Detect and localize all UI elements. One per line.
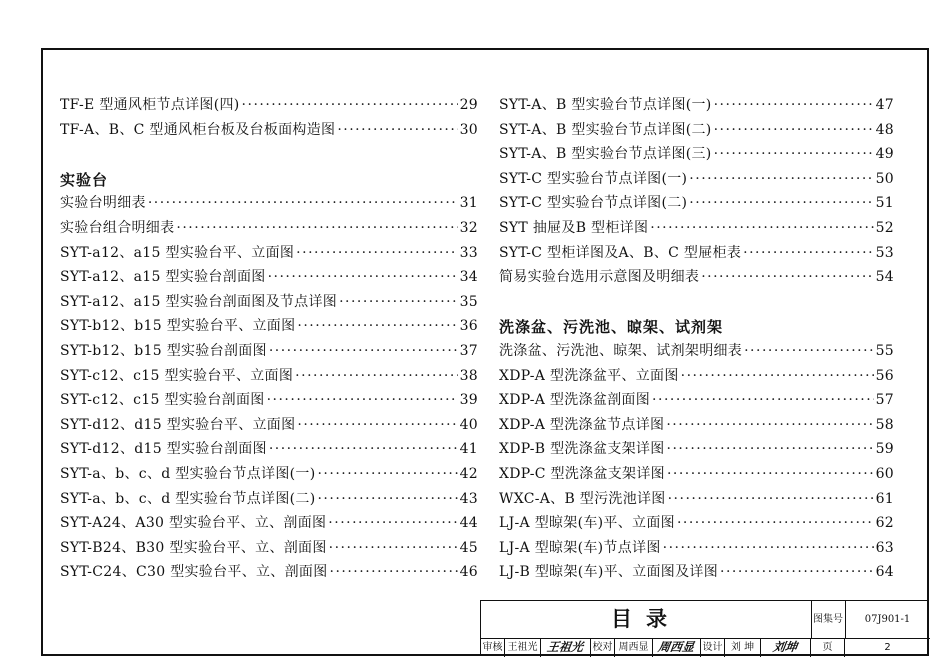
toc-row[interactable] [499, 438, 894, 463]
toc-page: 31 [459, 195, 478, 212]
check-name: 周西显 [615, 638, 653, 657]
toc-row[interactable] [499, 537, 894, 562]
toc-title: WXC-A、B 型污洗池详图 [499, 490, 666, 507]
toc-row[interactable] [60, 217, 478, 242]
toc-page: 32 [459, 219, 478, 236]
toc-row[interactable] [60, 266, 478, 291]
toc-row[interactable] [60, 192, 478, 217]
design-label: 设计 [701, 638, 725, 657]
toc-page: 60 [875, 465, 894, 482]
toc-page: 46 [459, 564, 478, 581]
toc-row[interactable] [499, 143, 894, 168]
toc-row[interactable] [60, 119, 478, 144]
leader-dots [668, 491, 874, 507]
toc-page: 55 [875, 342, 894, 359]
toc-title: XDP-A 型洗涤盆剖面图 [499, 392, 651, 409]
toc-page: 54 [875, 269, 894, 286]
toc-title: 实验台组合明细表 [60, 219, 175, 236]
leader-dots [650, 220, 873, 236]
toc-title: SYT-a、b、c、d 型实验台节点详图(一) [60, 465, 316, 482]
toc-row[interactable] [499, 168, 894, 193]
toc-left-column [60, 94, 478, 586]
toc-title: SYT-a12、a15 型实验台平、立面图 [60, 244, 295, 261]
toc-page: 43 [459, 490, 478, 507]
toc-title: XDP-B 型洗涤盆支架详图 [499, 441, 665, 458]
toc-title: SYT-b12、b15 型实验台剖面图 [60, 342, 267, 359]
leader-dots [295, 368, 457, 384]
leader-dots [296, 245, 457, 261]
toc-row[interactable] [60, 389, 478, 414]
leader-dots [743, 245, 873, 261]
toc-row[interactable] [499, 119, 894, 144]
toc-row[interactable] [60, 242, 478, 267]
leader-dots [667, 441, 874, 457]
toc-row[interactable] [499, 389, 894, 414]
drawing-title: 目录 [481, 601, 812, 639]
leader-dots [269, 343, 458, 359]
spacer [499, 291, 894, 316]
toc-title: LJ-A 型晾架(车)平、立面图 [499, 515, 675, 532]
toc-title: TF-E 型通风柜节点详图(四) [60, 97, 240, 113]
toc-title: SYT-C 型柜详图及A、B、C 型屉柜表 [499, 244, 742, 261]
leader-dots [337, 122, 457, 138]
toc-row[interactable] [60, 561, 478, 586]
check-signature: 周西显 [653, 638, 701, 657]
toc-page: 62 [875, 515, 894, 532]
toc-row[interactable] [60, 512, 478, 537]
toc-title: SYT-a12、a15 型实验台剖面图 [60, 269, 266, 286]
toc-title: 洗涤盆、污洗池、晾架、试剂架明细表 [499, 342, 743, 359]
leader-dots [744, 343, 873, 359]
toc-page: 38 [459, 367, 478, 384]
toc-row[interactable] [499, 463, 894, 488]
atlas-number-label: 图集号 [811, 601, 846, 639]
toc-title: SYT-d12、d15 型实验台平、立面图 [60, 416, 296, 433]
toc-title: SYT-c12、c15 型实验台剖面图 [60, 392, 265, 409]
leader-dots [176, 220, 457, 236]
toc-page: 42 [459, 465, 478, 482]
toc-title: SYT-d12、d15 型实验台剖面图 [60, 441, 267, 458]
toc-row[interactable] [60, 340, 478, 365]
toc-page: 56 [875, 367, 894, 384]
review-name: 王祖光 [505, 638, 541, 657]
leader-dots [701, 269, 873, 285]
toc-row[interactable] [499, 512, 894, 537]
toc-title: 简易实验台选用示意图及明细表 [499, 269, 700, 286]
leader-dots [317, 491, 457, 507]
toc-title: XDP-A 型洗涤盆节点详图 [499, 416, 665, 433]
leader-dots [714, 122, 874, 138]
leader-dots [242, 97, 458, 113]
toc-row[interactable] [60, 291, 478, 316]
leader-dots [677, 515, 874, 531]
toc-title: LJ-B 型晾架(车)平、立面图及详图 [499, 564, 719, 581]
leader-dots [297, 417, 457, 433]
toc-title: SYT-A24、A30 型实验台平、立、剖面图 [60, 515, 327, 532]
leader-dots [689, 171, 873, 187]
toc-row[interactable] [499, 192, 894, 217]
toc-page: 44 [459, 515, 478, 532]
toc-page: 51 [875, 195, 894, 212]
page-label: 页 [811, 638, 845, 657]
toc-title: SYT 抽屉及B 型柜详图 [499, 219, 649, 236]
toc-title: SYT-b12、b15 型实验台平、立面图 [60, 318, 296, 335]
check-label: 校对 [591, 638, 615, 657]
toc-right-column [499, 94, 894, 586]
toc-page: 34 [459, 269, 478, 286]
toc-row[interactable] [60, 94, 478, 119]
toc-title: XDP-C 型洗涤盆支架详图 [499, 465, 665, 482]
page-number: 2 [884, 642, 891, 653]
leader-dots [267, 392, 458, 408]
leader-dots [652, 392, 874, 408]
sink-rows [499, 340, 894, 586]
toc-page: 30 [459, 121, 478, 138]
toc-title: SYT-A、B 型实验台节点详图(三) [499, 146, 712, 163]
toc-row[interactable] [60, 537, 478, 562]
section-heading-sinks: 洗涤盆、污洗池、晾架、试剂架 [499, 318, 724, 337]
spacer [60, 143, 478, 168]
toc-page: 50 [875, 170, 894, 187]
toc-row[interactable] [499, 242, 894, 267]
toc-row[interactable] [60, 414, 478, 439]
toc-row[interactable] [499, 217, 894, 242]
leader-dots [297, 318, 457, 334]
leader-dots [666, 417, 873, 433]
toc-page: 36 [459, 318, 478, 335]
toc-title: XDP-A 型洗涤盆平、立面图 [499, 367, 679, 384]
toc-page: 64 [875, 564, 894, 581]
toc-title: SYT-C 型实验台节点详图(二) [499, 195, 688, 212]
leader-dots [330, 564, 458, 580]
leader-dots [268, 269, 458, 285]
toc-row[interactable] [499, 561, 894, 586]
toc-row[interactable] [60, 463, 478, 488]
section-heading-lab-bench: 实验台 [60, 170, 109, 189]
toc-page: 29 [459, 97, 478, 113]
toc-page: 58 [875, 416, 894, 433]
toc-row[interactable] [499, 365, 894, 390]
leader-dots [329, 540, 458, 556]
toc-title: LJ-A 型晾架(车)节点详图 [499, 539, 661, 556]
toc-page: 45 [459, 539, 478, 556]
toc-title: SYT-a、b、c、d 型实验台节点详图(二) [60, 490, 316, 507]
toc-page: 41 [459, 441, 478, 458]
leader-dots [667, 466, 874, 482]
toc-page: 47 [875, 97, 894, 113]
leader-dots [317, 466, 457, 482]
leader-dots [148, 195, 458, 211]
toc-page: 59 [875, 441, 894, 458]
toc-page: 63 [875, 539, 894, 556]
leader-dots [720, 564, 874, 580]
design-name: 刘 坤 [725, 638, 761, 657]
toc-page: 48 [875, 121, 894, 138]
atlas-number: 07J901-1 [845, 601, 930, 639]
signature-row [481, 638, 930, 657]
toc-title: SYT-a12、a15 型实验台剖面图及节点详图 [60, 293, 338, 310]
leader-dots [714, 146, 874, 162]
toc-title: 实验台明细表 [60, 195, 146, 212]
toc-title: TF-A、B、C 型通风柜台板及台板面构造图 [60, 121, 336, 138]
leader-dots [714, 97, 874, 113]
toc-row[interactable] [499, 488, 894, 513]
lab-bench-rows [60, 192, 478, 586]
toc-title: SYT-B24、B30 型实验台平、立、剖面图 [60, 539, 327, 556]
toc-page: 37 [459, 342, 478, 359]
leader-dots [339, 294, 458, 310]
toc-title: SYT-C24、C30 型实验台平、立、剖面图 [60, 564, 328, 581]
toc-page: 39 [459, 392, 478, 409]
leader-dots [681, 368, 874, 384]
toc-title: SYT-C 型实验台节点详图(一) [499, 170, 688, 187]
leader-dots [689, 195, 873, 211]
toc-page: 57 [875, 392, 894, 409]
toc-row[interactable] [60, 365, 478, 390]
toc-row[interactable] [499, 94, 894, 119]
toc-row[interactable] [60, 488, 478, 513]
toc-page: 49 [875, 146, 894, 163]
leader-dots [269, 441, 458, 457]
toc-row[interactable] [60, 315, 478, 340]
toc-page: 53 [875, 244, 894, 261]
lab-bench-rows-cont [499, 94, 894, 291]
toc-title: SYT-c12、c15 型实验台平、立面图 [60, 367, 294, 384]
review-label: 审核 [481, 638, 505, 657]
toc-row[interactable] [499, 414, 894, 439]
leader-dots [663, 540, 874, 556]
toc-row[interactable] [499, 340, 894, 365]
review-signature: 王祖光 [541, 638, 591, 657]
toc-page: 61 [875, 490, 894, 507]
toc-row[interactable] [60, 438, 478, 463]
toc-row[interactable] [499, 266, 894, 291]
toc-title: SYT-A、B 型实验台节点详图(二) [499, 121, 712, 138]
toc-page: 33 [459, 244, 478, 261]
design-signature: 刘坤 [761, 638, 811, 657]
leader-dots [328, 515, 457, 531]
toc-page: 52 [875, 219, 894, 236]
title-block [480, 600, 929, 656]
toc-page: 35 [459, 293, 478, 310]
toc-page: 40 [459, 416, 478, 433]
toc-title: SYT-A、B 型实验台节点详图(一) [499, 97, 712, 113]
